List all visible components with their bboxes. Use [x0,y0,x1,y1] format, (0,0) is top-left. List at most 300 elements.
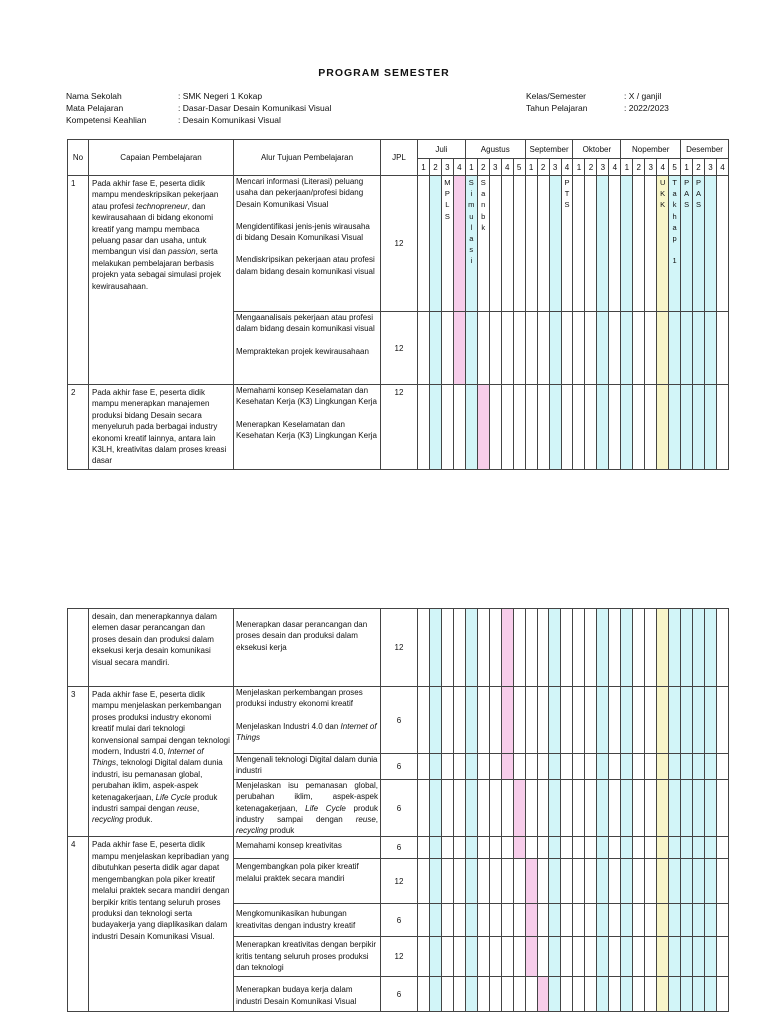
week-cell [645,176,657,312]
week-cell [501,687,513,754]
week-cell [597,837,609,859]
marker-letter: K [660,189,666,199]
week-number: 4 [657,159,669,176]
week-cell [645,687,657,754]
week-cell [525,837,537,859]
jpl-value: 6 [381,754,418,780]
marker-letter: 1 [672,256,677,266]
week-cell [716,385,728,470]
week-cell [465,609,477,687]
week-cell [645,904,657,937]
week-number: 2 [429,159,441,176]
week-cell [418,385,430,470]
week-cell [609,977,621,1012]
week-cell [477,837,489,859]
week-cell [573,977,585,1012]
week-cell [585,859,597,904]
jpl-value: 6 [381,837,418,859]
week-cell [561,312,573,385]
week-cell [453,312,465,385]
week-cell [489,176,501,312]
week-cell [561,687,573,754]
week-cell [453,609,465,687]
week-cell [429,904,441,937]
atp-cell: Mengaanalisais pekerjaan atau profesi dalam bidang desain komunikasi visual Mempraktekan projek kewirausahaan [234,312,381,385]
meta-left [66,90,331,126]
week-cell [680,754,692,780]
week-cell [669,312,681,385]
header-atp: Alur Tujuan Pembelajaran [234,140,381,176]
week-cell [680,687,692,754]
marker-letter: L [445,200,450,210]
week-cell [429,687,441,754]
week-number: 3 [489,159,501,176]
marker-letter: M [444,178,451,187]
week-cell [441,312,453,385]
row-number: 1 [68,176,89,385]
week-cell [513,609,525,687]
week-cell [645,937,657,977]
week-cell [716,780,728,837]
week-cell [585,754,597,780]
marker-letter: a [481,189,486,199]
week-cell [477,687,489,754]
month-september: September [525,140,573,159]
week-cell [573,754,585,780]
week-cell [657,837,669,859]
week-cell [537,859,549,904]
jpl-value: 6 [381,904,418,937]
month-nopember: Nopember [621,140,681,159]
week-number: 4 [716,159,728,176]
week-cell [465,687,477,754]
week-cell [621,609,633,687]
week-cell [429,385,441,470]
week-cell [704,859,716,904]
week-cell [645,312,657,385]
week-cell [669,754,681,780]
week-cell [418,977,430,1012]
week-cell [513,312,525,385]
week-cell [692,859,704,904]
marker-letter: b [481,211,486,221]
week-cell [525,937,537,977]
week-cell [716,904,728,937]
week-cell [501,754,513,780]
week-number: 2 [537,159,549,176]
marker-letter: l [470,222,473,232]
marker-letter: S [468,178,474,187]
week-cell [525,312,537,385]
week-cell [429,754,441,780]
atp-cell: Menerapkan budaya kerja dalam industri Desain Komunikasi Visual [234,977,381,1012]
week-cell [657,977,669,1012]
week-cell [465,385,477,470]
week-cell [621,385,633,470]
week-cell [513,977,525,1012]
week-cell [429,176,441,312]
marker-letter: S [696,200,702,210]
week-cell [489,904,501,937]
week-cell [669,780,681,837]
week-cell [489,312,501,385]
week-cell [633,904,645,937]
week-cell [465,754,477,780]
week-cell [477,780,489,837]
week-cell [573,937,585,977]
week-cell [537,780,549,837]
week-cell [705,312,717,385]
week-cell [573,176,585,312]
week-cell [477,937,489,977]
week-cell [418,754,430,780]
week-cell [441,937,453,977]
schedule-marker-pts [561,176,573,312]
week-cell [418,176,430,312]
week-cell [549,780,561,837]
week-cell [489,977,501,1012]
week-cell [513,859,525,904]
week-cell [561,977,573,1012]
week-cell [489,937,501,977]
week-cell [716,176,728,312]
week-number: 5 [513,159,525,176]
week-cell [465,780,477,837]
week-cell [633,176,645,312]
jpl-value: 6 [381,780,418,837]
week-cell [692,977,704,1012]
week-cell [453,859,465,904]
week-cell [597,385,609,470]
week-cell [669,859,681,904]
week-cell [704,780,716,837]
week-cell [657,937,669,977]
week-cell [501,176,513,312]
week-cell [716,312,728,385]
week-cell [585,904,597,937]
week-cell [441,977,453,1012]
week-cell [597,312,609,385]
cp-text: Pada akhir fase E, peserta didik mampu menerapkan manajemen produksi bidang Desain secara menyeluruh pada berbagai industry ekonomi kreatif lainnya, antara lain K3LH, kreativitas dalam proses kreasi dasar [89,385,234,470]
week-cell [441,837,453,859]
marker-letter: n [481,200,486,210]
week-cell [477,859,489,904]
marker-letter: S [684,200,690,210]
week-cell [657,859,669,904]
week-cell [597,977,609,1012]
marker-letter [669,244,680,255]
week-cell [513,385,525,470]
marker-letter: T [672,178,677,187]
week-cell [621,904,633,937]
schedule-marker-mpls [441,176,453,312]
week-cell [477,312,489,385]
week-cell [549,859,561,904]
week-cell [453,176,465,312]
marker-letter: S [480,178,486,187]
cp-text: Pada akhir fase E, peserta didik mampu menjelaskan kepribadian yang dibutuhkan peserta didik agar dapat mengembangkan pola piker kreatif melalui praktek secara mandiri dengan berpikir kritis tentang seluruh proses produksi dan teknologi serta budayakerja yang diaplikasikan dalam industri Desain Komunikasi Visual. [89,837,234,1012]
row-number: 3 [68,687,89,837]
week-cell [441,754,453,780]
week-cell [692,937,704,977]
week-cell [573,904,585,937]
week-cell [657,385,669,470]
week-cell [597,609,609,687]
week-cell [525,385,537,470]
week-cell [477,385,489,470]
week-cell [692,904,704,937]
week-cell [704,609,716,687]
week-cell [609,609,621,687]
week-cell [525,754,537,780]
week-cell [585,687,597,754]
week-cell [441,859,453,904]
marker-letter: k [481,222,486,232]
week-cell [657,609,669,687]
marker-letter: A [696,189,702,199]
week-cell [692,780,704,837]
atp-cell: Mencari informasi (Literasi) peluang usaha dan pekerjaan/profesi bidang Desain Komunikasi Visual Mengidentifikasi jenis-jenis wirausaha di bidang Desain Komunikasi Visual Mendiskripsikan pekerjaan atau profesi dalam bidang desain komunikasi visual [234,176,381,312]
week-cell [680,904,692,937]
marker-letter: P [696,178,702,187]
header-no: No [68,140,89,176]
marker-letter: p [672,234,677,244]
week-cell [561,904,573,937]
week-cell [692,754,704,780]
month-agustus: Agustus [465,140,525,159]
week-number: 2 [633,159,645,176]
cp-text: Pada akhir fase E, peserta didik mampu menjelaskan perkembangan proses produksi industry ekonomi kreatif mulai dari teknologi konvensional sampai dengan teknologi modern, Industri 4.0, Internet of Things, teknologi Digital dalam dunia industri, isu pemanasan global, perubahan iklim, aspek-aspek ketenagakerjaan, Life Cycle produk industri sampai dengan reuse, recycling produk. [89,687,234,837]
week-cell [705,385,717,470]
week-cell [465,837,477,859]
week-cell [537,687,549,754]
week-cell [573,780,585,837]
week-cell [705,176,717,312]
schedule-marker-sanbk [477,176,489,312]
week-cell [513,176,525,312]
week-cell [621,687,633,754]
row-number: 4 [68,837,89,1012]
week-number: 2 [693,159,705,176]
week-cell [453,780,465,837]
week-cell [513,837,525,859]
schedule-marker-simulasi [465,176,477,312]
week-cell [537,754,549,780]
week-cell [561,837,573,859]
week-cell [704,687,716,754]
jpl-value: 12 [381,176,418,312]
week-cell [633,609,645,687]
week-cell [692,687,704,754]
week-cell [525,609,537,687]
week-cell [537,904,549,937]
week-cell [645,859,657,904]
week-cell [585,385,597,470]
week-cell [609,859,621,904]
marker-letter: a [672,189,677,199]
week-cell [501,977,513,1012]
schedule-marker-paas [693,176,705,312]
week-cell [585,937,597,977]
week-cell [657,312,669,385]
week-number: 2 [477,159,489,176]
week-cell [585,780,597,837]
week-cell [418,609,430,687]
week-number: 3 [705,159,717,176]
jpl-value: 12 [381,312,418,385]
week-cell [573,385,585,470]
week-cell [418,937,430,977]
week-cell [418,859,430,904]
week-cell [525,687,537,754]
meta-competence: Kompetensi Keahlian : Desain Komunikasi Visual [66,115,281,125]
week-cell [692,837,704,859]
week-cell [418,837,430,859]
week-cell [513,780,525,837]
week-cell [537,977,549,1012]
week-cell [597,904,609,937]
row-number: 2 [68,385,89,470]
week-cell [680,937,692,977]
week-cell [489,385,501,470]
week-cell [704,754,716,780]
week-cell [716,609,728,687]
week-cell [441,904,453,937]
week-cell [621,837,633,859]
jpl-value: 12 [381,385,418,470]
week-number: 3 [597,159,609,176]
week-number: 4 [609,159,621,176]
meta-school: Nama Sekolah : SMK Negeri 1 Kokap [66,91,263,101]
week-cell [633,977,645,1012]
week-cell [477,977,489,1012]
week-cell [633,687,645,754]
week-cell [561,754,573,780]
week-cell [609,754,621,780]
week-cell [621,937,633,977]
week-cell [609,937,621,977]
week-cell [585,977,597,1012]
week-cell [429,780,441,837]
meta-subject: Mata Pelajaran : Dasar-Dasar Desain Komunikasi Visual [66,103,332,113]
cp-text: Pada akhir fase E, peserta didik mampu mendeskripsikan pekerjaan atau profesi technopreneur, dan kewirausahaan di bidang ekonomi kreatif yang mampu membaca peluang pasar dan usaha, untuk membangun visi dan passion, serta melakukan pembelajaran berbasis projekn yata sebagai simulasi projek kewirausahaan. [89,176,234,385]
week-cell [549,837,561,859]
week-cell [418,904,430,937]
week-cell [501,904,513,937]
week-cell [537,176,549,312]
week-cell [609,385,621,470]
week-cell [561,780,573,837]
week-cell [418,312,430,385]
cp-text: desain, dan menerapkannya dalam elemen dasar perancangan dan proses desain dan produksi dalam eksekusi kerja desain komunikasi visual secara mandiri. [89,609,234,687]
week-number: 4 [561,159,573,176]
week-cell [633,780,645,837]
atp-cell: Mengembangkan pola piker kreatif melalui praktek secara mandiri [234,859,381,904]
week-cell [561,937,573,977]
week-number: 3 [645,159,657,176]
week-cell [716,837,728,859]
week-cell [621,780,633,837]
week-cell [573,312,585,385]
week-cell [549,385,561,470]
week-number: 2 [585,159,597,176]
week-cell [680,609,692,687]
week-cell [693,385,705,470]
week-cell [477,609,489,687]
week-cell [525,977,537,1012]
marker-letter: U [659,178,666,187]
marker-letter: i [470,189,473,199]
week-cell [621,977,633,1012]
week-cell [680,859,692,904]
week-cell [681,385,693,470]
week-number: 1 [525,159,537,176]
schedule-marker-ukk [657,176,669,312]
week-cell [525,859,537,904]
week-cell [680,837,692,859]
marker-letter: T [564,189,570,199]
row-number-empty [68,609,89,687]
week-cell [489,837,501,859]
week-number: 5 [669,159,681,176]
marker-letter: A [684,189,690,199]
jpl-value: 12 [381,859,418,904]
week-cell [561,385,573,470]
week-number: 1 [621,159,633,176]
schedule-marker-pas [681,176,693,312]
week-cell [633,837,645,859]
week-cell [573,609,585,687]
week-cell [418,687,430,754]
week-cell [513,687,525,754]
week-cell [489,780,501,837]
marker-letter: S [444,211,450,221]
week-cell [609,904,621,937]
atp-cell: Menerapkan kreativitas dengan berpikir kritis tentang seluruh proses produksi dan teknologi [234,937,381,977]
week-cell [429,609,441,687]
week-cell [441,780,453,837]
week-cell [489,754,501,780]
week-cell [716,977,728,1012]
week-cell [501,385,513,470]
week-cell [597,780,609,837]
week-cell [453,937,465,977]
week-cell [657,904,669,937]
week-cell [645,837,657,859]
week-cell [704,937,716,977]
week-cell [429,937,441,977]
week-cell [704,977,716,1012]
marker-letter: i [470,256,473,266]
week-cell [585,176,597,312]
week-number: 1 [573,159,585,176]
week-cell [561,609,573,687]
week-cell [465,977,477,1012]
atp-cell: Menjelaskan isu pemanasan global, perubahan iklim, aspek-aspek ketenagakerjaan, Life Cycle produk industry sampai dengan reuse, recycling produk [234,780,381,837]
document-title: PROGRAM SEMESTER [318,67,450,79]
atp-cell: Menjelaskan perkembangan proses produksi industry ekonomi kreatif Menjelaskan Industri 4.0 dan Internet of Things [234,687,381,754]
week-cell [669,609,681,687]
week-cell [525,904,537,937]
week-number: 4 [501,159,513,176]
week-cell [501,780,513,837]
week-cell [657,754,669,780]
week-cell [669,385,681,470]
month-oktober: Oktober [573,140,621,159]
week-cell [489,859,501,904]
week-cell [680,977,692,1012]
marker-letter: P [684,178,690,187]
